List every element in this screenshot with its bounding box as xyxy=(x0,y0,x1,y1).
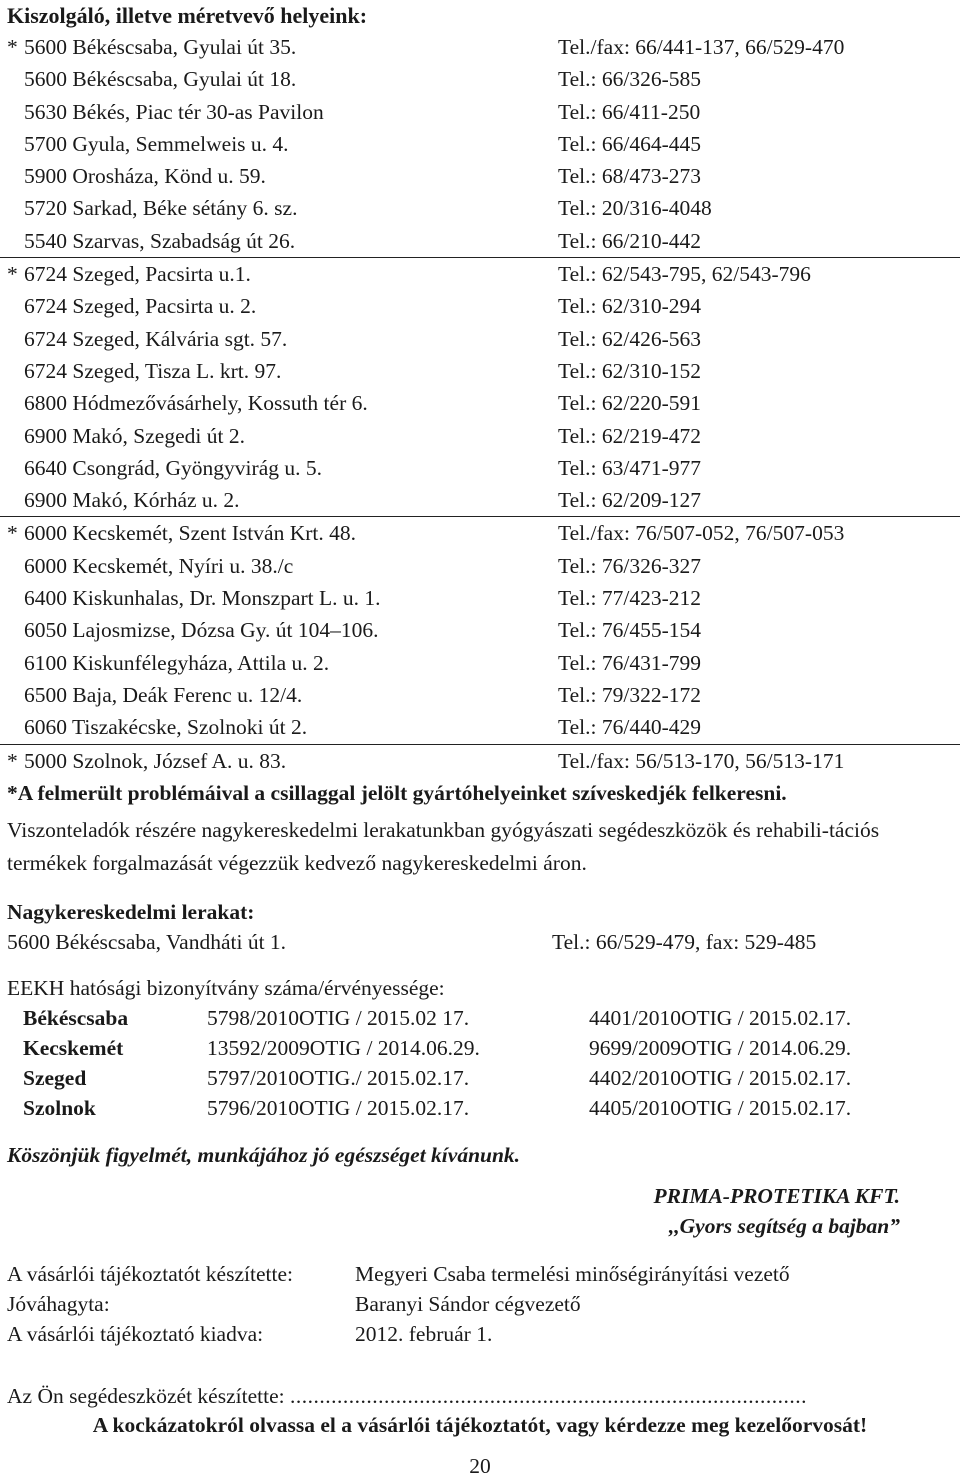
location-phone: Tel.: 76/440-429 xyxy=(558,715,702,740)
info-label: Jóváhagyta: xyxy=(7,1292,110,1316)
location-row xyxy=(0,647,960,679)
certificate-row xyxy=(0,1003,960,1033)
locations-heading: Kiszolgáló, illetve méretvevő helyeink: xyxy=(7,3,368,28)
maker-line xyxy=(7,1381,807,1411)
location-phone: Tel./fax: 56/513-170, 56/513-171 xyxy=(558,748,845,773)
location-phone: Tel.: 63/471-977 xyxy=(558,455,702,480)
location-address: 6724 Szeged, Tisza L. krt. 97. xyxy=(24,358,282,383)
maker-dotted-blank: ........................................................................................ xyxy=(289,1384,807,1408)
info-value: 2012. február 1. xyxy=(355,1322,493,1346)
location-groups xyxy=(0,31,960,777)
certificate-city: Békéscsaba xyxy=(23,1006,129,1030)
thanks-line: Köszönjük figyelmét, munkájához jó egészséget kívánunk. xyxy=(7,1143,521,1167)
location-phone: Tel.: 68/473-273 xyxy=(558,164,702,189)
location-phone: Tel.: 20/316-4048 xyxy=(558,196,712,221)
info-row xyxy=(0,1319,960,1349)
info-value: Baranyi Sándor cégvezető xyxy=(355,1292,581,1316)
location-row xyxy=(0,582,960,614)
location-row xyxy=(0,323,960,355)
location-address: 5700 Gyula, Semmelweis u. 4. xyxy=(24,131,289,156)
location-address: 6900 Makó, Szegedi út 2. xyxy=(24,423,245,448)
wholesale-address: 5600 Békéscsaba, Vandháti út 1. xyxy=(7,930,287,954)
wholesale-title: Nagykereskedelmi lerakat: xyxy=(7,900,255,924)
info-row xyxy=(0,1289,960,1319)
certificate-row xyxy=(0,1063,960,1093)
location-address: 6640 Csongrád, Gyöngyvirág u. 5. xyxy=(24,455,322,480)
location-phone: Tel.: 66/464-445 xyxy=(558,131,702,156)
info-label: A vásárlói tájékoztatót készítette: xyxy=(7,1262,293,1286)
location-phone: Tel.: 62/219-472 xyxy=(558,423,702,448)
location-address: 6900 Makó, Kórház u. 2. xyxy=(24,488,240,513)
location-phone: Tel.: 62/310-152 xyxy=(558,358,702,383)
location-row xyxy=(0,711,960,743)
certificate-number: 4402/2010OTIG / 2015.02.17. xyxy=(589,1066,852,1090)
info-row xyxy=(0,1259,960,1289)
location-phone: Tel.: 76/455-154 xyxy=(558,618,702,643)
location-address: 6000 Kecskemét, Szent István Krt. 48. xyxy=(24,521,356,546)
location-address: 6060 Tiszakécske, Szolnoki út 2. xyxy=(24,715,308,740)
location-address: 6724 Szeged, Kálvária sgt. 57. xyxy=(24,326,288,351)
location-row xyxy=(0,63,960,95)
risk-warning: A kockázatokról olvassa el a vásárlói tájékoztatót, vagy kérdezze meg kezelőorvosát! xyxy=(92,1413,868,1437)
location-group-csongrad xyxy=(0,258,960,517)
location-address: 5630 Békés, Piac tér 30-as Pavilon xyxy=(24,99,324,124)
location-phone: Tel.: 66/326-585 xyxy=(558,67,702,92)
info-value: Megyeri Csaba termelési minőségirányítási vezető xyxy=(355,1262,790,1286)
location-row xyxy=(0,290,960,322)
location-row xyxy=(0,225,960,257)
location-phone: Tel.: 76/326-327 xyxy=(558,553,702,578)
certificate-city: Szolnok xyxy=(23,1096,96,1120)
location-phone: Tel.: 66/210-442 xyxy=(558,228,702,253)
location-phone: Tel.: 62/220-591 xyxy=(558,391,702,416)
location-phone: Tel.: 62/543-795, 62/543-796 xyxy=(558,262,811,287)
company-block xyxy=(653,1181,900,1241)
wholesale-phone: Tel.: 66/529-479, fax: 529-485 xyxy=(552,930,817,954)
info-label: A vásárlói tájékoztató kiadva: xyxy=(7,1322,264,1346)
location-phone: Tel./fax: 66/441-137, 66/529-470 xyxy=(558,35,845,59)
location-row xyxy=(0,550,960,582)
location-row xyxy=(0,160,960,192)
certificate-table xyxy=(0,1003,960,1123)
location-phone: Tel./fax: 76/507-052, 76/507-053 xyxy=(558,521,845,546)
location-row xyxy=(0,387,960,419)
certificate-number: 5797/2010OTIG./ 2015.02.17. xyxy=(207,1066,470,1090)
location-address: 5600 Békéscsaba, Gyulai út 18. xyxy=(24,67,297,92)
location-row xyxy=(0,258,960,290)
resellers-paragraph: Viszonteladók részére nagykereskedelmi lerakatunkban gyógyászati segédeszközök és rehabili-tációs termékek forgalmazását végezzük kedvező nagykereskedelmi áron. xyxy=(7,818,880,875)
approval-info xyxy=(0,1259,960,1349)
location-row xyxy=(0,614,960,646)
certificate-number: 13592/2009OTIG / 2014.06.29. xyxy=(207,1036,480,1060)
location-phone: Tel.: 76/431-799 xyxy=(558,650,702,675)
maker-label: Az Ön segédeszközét készítette: xyxy=(7,1384,285,1408)
location-row xyxy=(0,128,960,160)
location-row xyxy=(0,420,960,452)
location-address: 6724 Szeged, Pacsirta u.1. xyxy=(24,262,251,287)
location-address: 5000 Szolnok, József A. u. 83. xyxy=(24,748,287,773)
location-row xyxy=(0,96,960,128)
location-row xyxy=(0,517,960,549)
location-group-bekes xyxy=(0,31,960,258)
location-group-bacs-kiskun xyxy=(0,517,960,744)
star-marker: * xyxy=(7,521,18,546)
location-phone: Tel.: 62/209-127 xyxy=(558,488,702,513)
location-row xyxy=(0,484,960,516)
certificate-number: 5796/2010OTIG / 2015.02.17. xyxy=(207,1096,470,1120)
star-marker: * xyxy=(7,748,18,773)
certificate-number: 4405/2010OTIG / 2015.02.17. xyxy=(589,1096,852,1120)
location-row xyxy=(0,355,960,387)
location-group-szolnok xyxy=(0,745,960,777)
certificate-row xyxy=(0,1033,960,1063)
star-marker: * xyxy=(7,35,18,59)
location-address: 6724 Szeged, Pacsirta u. 2. xyxy=(24,294,257,319)
location-phone: Tel.: 66/411-250 xyxy=(558,99,701,124)
certificate-city: Szeged xyxy=(23,1066,87,1090)
location-address: 5720 Sarkad, Béke sétány 6. sz. xyxy=(24,196,298,221)
certificate-row xyxy=(0,1093,960,1123)
location-phone: Tel.: 62/426-563 xyxy=(558,326,702,351)
page-number: 20 xyxy=(469,1454,491,1478)
company-name: PRIMA-PROTETIKA KFT. xyxy=(653,1184,900,1208)
eekh-title: EEKH hatósági bizonyítvány száma/érvényessége: xyxy=(7,976,445,1000)
location-row xyxy=(0,31,960,63)
location-phone: Tel.: 79/322-172 xyxy=(558,682,702,707)
star-footnote: *A felmerült problémáival a csillaggal jelölt gyártóhelyeinket szíveskedjék felkeresni. xyxy=(7,781,787,805)
certificate-number: 5798/2010OTIG / 2015.02 17. xyxy=(207,1006,470,1030)
location-address: 5900 Orosháza, Könd u. 59. xyxy=(24,164,266,189)
location-address: 6050 Lajosmizse, Dózsa Gy. út 104–106. xyxy=(24,618,379,643)
location-address: 6800 Hódmezővásárhely, Kossuth tér 6. xyxy=(24,391,368,416)
location-row xyxy=(0,745,960,777)
location-row xyxy=(0,452,960,484)
star-marker: * xyxy=(7,262,18,287)
certificate-number: 9699/2009OTIG / 2014.06.29. xyxy=(589,1036,852,1060)
location-phone: Tel.: 62/310-294 xyxy=(558,294,702,319)
location-address: 6400 Kiskunhalas, Dr. Monszpart L. u. 1. xyxy=(24,586,381,611)
certificate-city: Kecskemét xyxy=(23,1036,124,1060)
location-row xyxy=(0,679,960,711)
location-address: 6100 Kiskunfélegyháza, Attila u. 2. xyxy=(24,650,330,675)
certificate-number: 4401/2010OTIG / 2015.02.17. xyxy=(589,1006,852,1030)
company-slogan: ,,Gyors segítség a bajban” xyxy=(668,1214,900,1238)
location-address: 5540 Szarvas, Szabadság út 26. xyxy=(24,228,296,253)
location-row xyxy=(0,192,960,224)
location-phone: Tel.: 77/423-212 xyxy=(558,586,702,611)
location-address: 6500 Baja, Deák Ferenc u. 12/4. xyxy=(24,682,303,707)
location-address: 6000 Kecskemét, Nyíri u. 38./c xyxy=(24,553,294,578)
location-address: 5600 Békéscsaba, Gyulai út 35. xyxy=(24,35,297,59)
